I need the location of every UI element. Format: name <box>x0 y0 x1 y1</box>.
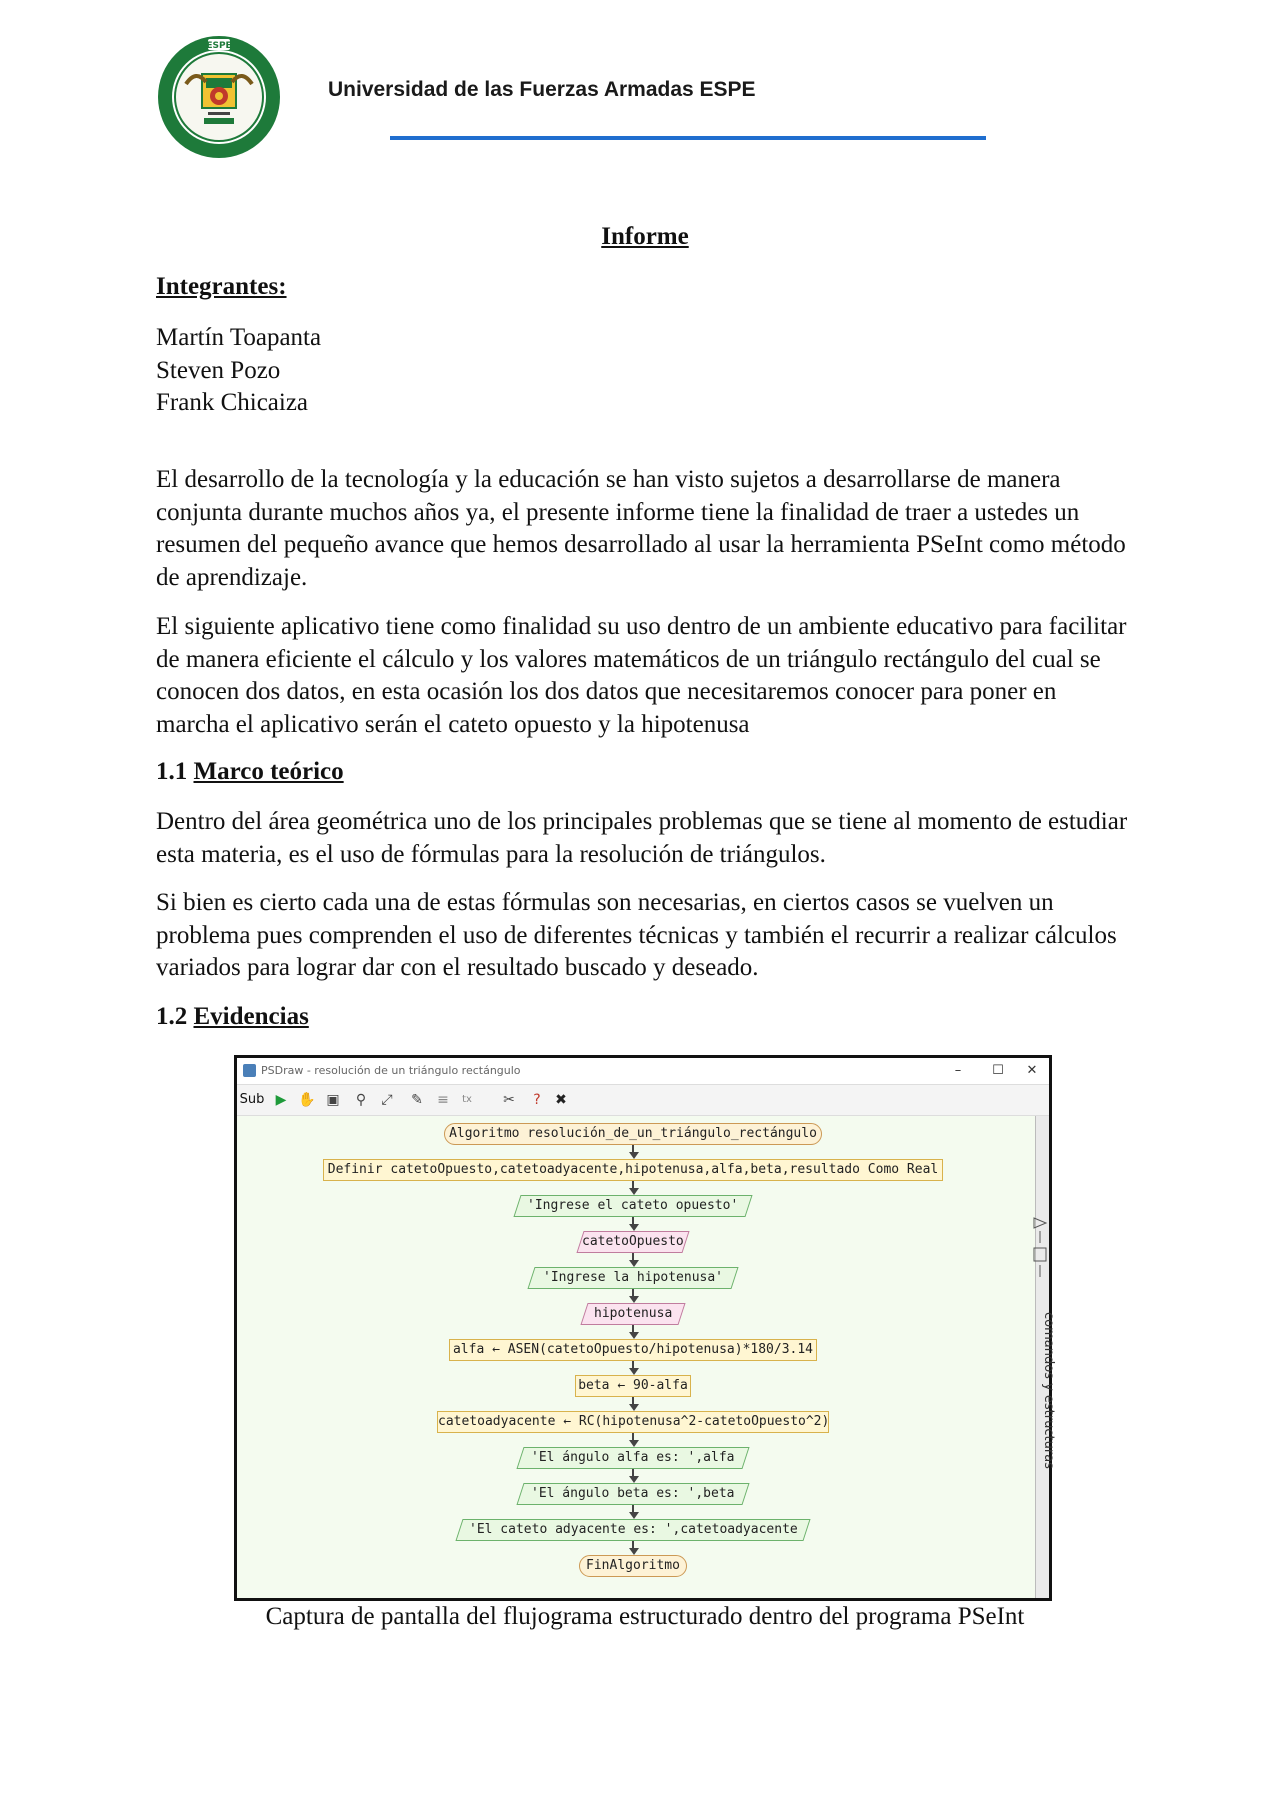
flowchart-arrow-icon <box>629 1548 639 1555</box>
paragraph-purpose: El siguiente aplicativo tiene como finalidad su uso dentro de un ambiente educativo para facilitar de manera eficiente el cálculo y los valores matemáticos de un triángulo rectángulo del cual se conocen dos datos, en esta ocasión los dos datos que necesitaremos conocer para poner en marcha el aplicativo serán el cateto opuesto y la hipotenusa <box>156 613 1127 738</box>
comment-icon: ≡ <box>437 1092 449 1108</box>
app-icon <box>243 1064 256 1077</box>
flowchart-node-output <box>455 1519 810 1541</box>
flowchart-node-terminal <box>579 1555 687 1577</box>
flowchart-node-output <box>527 1267 738 1289</box>
minimize-icon: – <box>954 1063 962 1078</box>
flowchart-node-output <box>516 1483 749 1505</box>
flowchart-node-text: 'El ángulo beta es: ',beta <box>531 1486 735 1501</box>
member-name: Frank Chicaiza <box>156 389 309 416</box>
flowchart-arrow-icon <box>629 1440 639 1447</box>
step-icon: ✋ <box>298 1092 316 1108</box>
maximize-icon: ☐ <box>992 1063 1004 1078</box>
flowchart-arrow-icon <box>629 1404 639 1411</box>
section-heading-evidencias <box>156 1003 309 1031</box>
flowchart-node-text: beta ← 90-alfa <box>578 1378 688 1393</box>
member-name: Steven Pozo <box>156 356 281 384</box>
section-title: Evidencias <box>193 1003 309 1030</box>
flowchart-node-text: hipotenusa <box>593 1306 673 1321</box>
structure-icon <box>1030 1213 1050 1293</box>
sub-button: Sub <box>239 1092 265 1107</box>
institution-name: Universidad de las Fuerzas Armadas ESPE <box>328 78 756 101</box>
svg-text:ESPE: ESPE <box>206 41 232 51</box>
flowchart-node-text: catetoOpuesto <box>582 1234 684 1249</box>
flowchart-node-text: alfa ← ASEN(catetoOpuesto/hipotenusa)*180/3.14 <box>452 1342 814 1357</box>
section-number: 1.2 <box>156 1003 188 1030</box>
window-title: PSDraw - resolución de un triángulo rectángulo <box>261 1064 521 1077</box>
tools-icon: ✂ <box>503 1092 515 1108</box>
paragraph-intro: El desarrollo de la tecnología y la educación se han visto sujetos a desarrollarse de manera conjunta durante muchos años ya, el presente informe tiene la finalidad de traer a ustedes un resumen del pequeño avance que hemos desarrollado al usar la herramienta PSeInt como método de aprendizaje. <box>156 466 1126 591</box>
figure-caption: Captura de pantalla del flujograma estructurado dentro del programa PSeInt <box>265 1603 1025 1630</box>
flowchart-node-input <box>576 1231 689 1253</box>
close-tool-icon: ✖ <box>555 1092 567 1108</box>
flowchart-arrow-icon <box>629 1368 639 1375</box>
flowchart-node-input <box>580 1303 685 1325</box>
members-list <box>156 322 321 420</box>
flowchart-node-terminal <box>444 1123 822 1145</box>
paragraph-theory-2: Si bien es cierto cada una de estas fórmulas son necesarias, en ciertos casos se vuelven un problema pues comprenden el uso de diferentes técnicas y también el recurrir a realizar cálculos variados para lograr dar con el resultado buscado y deseado. <box>156 889 1117 981</box>
espe-logo <box>156 34 282 160</box>
flowchart-node-text: catetoadyacente ← RC(hipotenusa^2-catetoOpuesto^2) <box>438 1414 830 1429</box>
flowchart-arrow-icon <box>629 1296 639 1303</box>
window-titlebar <box>237 1058 1049 1085</box>
flowchart-node-text: FinAlgoritmo <box>586 1558 680 1573</box>
side-panel-label: comandos y estructuras <box>1041 1312 1056 1469</box>
flowchart-arrow-icon <box>629 1188 639 1195</box>
header-rule <box>390 136 986 140</box>
window-toolbar <box>237 1085 1049 1116</box>
save-icon: ▣ <box>326 1092 340 1108</box>
flowchart-node-text: Definir catetoOpuesto,catetoadyacente,hipotenusa,alfa,beta,resultado Como Real <box>327 1162 939 1177</box>
flowchart-node-process <box>323 1159 943 1181</box>
run-icon: ▶ <box>275 1092 287 1108</box>
flowchart-node-text: 'Ingrese el cateto opuesto' <box>527 1198 739 1213</box>
member-name: Martín Toapanta <box>156 324 322 351</box>
flowchart-arrow-icon <box>629 1224 639 1231</box>
section-heading-marco <box>156 758 344 786</box>
text-icon: tx <box>462 1094 472 1105</box>
section-title: Marco teórico <box>193 758 344 785</box>
flowchart-node-process <box>575 1375 691 1397</box>
flowchart-arrow-icon <box>629 1332 639 1339</box>
flowchart-node-process <box>449 1339 817 1361</box>
zoom-icon: ⚲ <box>355 1092 367 1108</box>
flowchart-arrow-icon <box>629 1476 639 1483</box>
close-icon: ✕ <box>1026 1063 1038 1078</box>
paragraph-theory-1: Dentro del área geométrica uno de los principales problemas que se tiene al momento de estudiar esta materia, es el uso de fórmulas para la resolución de triángulos. <box>156 808 1128 868</box>
flowchart-node-process <box>437 1411 829 1433</box>
help-icon: ? <box>533 1092 541 1108</box>
flowchart-arrow-icon <box>629 1152 639 1159</box>
flowchart-node-text: Algoritmo resolución_de_un_triángulo_rectángulo <box>449 1126 817 1141</box>
flowchart-node-output <box>513 1195 752 1217</box>
document-title: Informe <box>601 223 689 250</box>
members-label: Integrantes: <box>156 273 287 300</box>
flowchart-arrow-icon <box>629 1512 639 1519</box>
flowchart-node-text: 'Ingrese la hipotenusa' <box>542 1270 723 1285</box>
edit-icon: ✎ <box>411 1092 423 1108</box>
section-number: 1.1 <box>156 758 188 785</box>
flowchart-arrow-icon <box>629 1260 639 1267</box>
fit-icon: ⤢ <box>381 1092 393 1108</box>
flowchart-node-text: 'El cateto adyacente es: ',catetoadyacente <box>468 1522 798 1537</box>
flowchart-node-text: 'El ángulo alfa es: ',alfa <box>531 1450 735 1465</box>
flowchart-node-output <box>516 1447 749 1469</box>
